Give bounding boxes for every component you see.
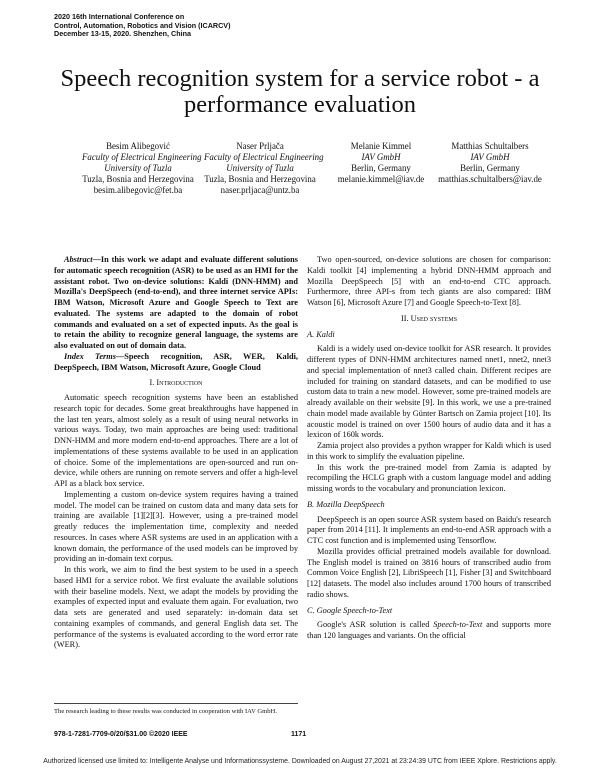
index-terms-text: —Speech recognition, ASR, WER, Kaldi, DeepSpeech, IBM Watson, Microsoft Azure, Google Cloud [54, 351, 298, 372]
author-university: University of Tuzla [104, 163, 172, 173]
author-location: Tuzla, Bosnia and Herzegovina [204, 174, 316, 184]
paragraph: Implementing a custom on-device system requires having a trained model. The model can be trained on custom data and many data sets for training are available [1][2][3]. However, using a pre-trained model greatly reduces the implementation time, complexity and needed resources. In cases where ASR systems are used in an application with a known domain, the performance of the used models can be improved by providing an in-domain text corpus. [54, 489, 298, 564]
author-location: Berlin, Germany [460, 163, 520, 173]
author-email: besim.alibegovic@fet.ba [93, 185, 183, 195]
author-email: naser.prljaca@untz.ba [220, 185, 300, 195]
author-location: Tuzla, Bosnia and Herzegovina [82, 174, 194, 184]
index-terms-label: Index Terms [64, 351, 116, 361]
author-email: melanie.kimmel@iav.de [337, 174, 425, 184]
title-line-1: Speech recognition system for a service robot - a [60, 65, 540, 92]
download-notice: Authorized licensed use limited to: Intelligente Analyse und Informationssysteme. Downloaded on August 27,2021 at 23:24:39 UTC from IEEE Xplore. Restrictions apply. [43, 758, 557, 765]
left-column [54, 255, 298, 651]
author-name: Besim Alibegović [106, 141, 170, 151]
author-name: Naser Prljača [236, 141, 284, 151]
subsection-heading-kaldi: A. Kaldi [307, 329, 335, 339]
conference-line-2: Control, Automation, Robotics and Vision (ICARCV) [54, 20, 231, 30]
author-affiliation: IAV GmbH [470, 152, 510, 162]
abstract [54, 255, 298, 352]
section-heading-introduction: I. Introduction [149, 378, 203, 388]
author-block-1 [82, 141, 202, 196]
conference-line-1: 2020 16th International Conference on [54, 12, 185, 21]
paragraph [307, 620, 551, 642]
subsection-heading-deepspeech: B. Mozilla DeepSpeech [307, 499, 385, 509]
paragraph: Mozilla provides official pretrained models available for download. The English model is trained on 3816 hours of transcribed audio from Common Voice English [2], LibriSpeech [1], Fisher [3] and Switchboard [12] datasets. The model also includes around 1700 hours of transcribed radio shows. [307, 546, 551, 599]
paragraph: Two open-sourced, on-device solutions are chosen for comparison: Kaldi toolkit [4] implementing a hybrid DNN-HMM approach and Mozilla DeepSpeech [5] with an end-to-end CTC approach. Furthermore, three API-s from tech giants are also compared: IBM Watson [6], Microsoft Azure [7] and Google Speech-to-Text [8]. [307, 255, 551, 307]
paragraph: Kaldi is a widely used on-device toolkit for ASR research. It provides different types of DNN-HMM architectures named nnet1, nnet2, nnet3 and special implementation of nnet3 called chain. Different recipes are included for training on standard datasets, and can be modified to use custom data to train a new model. However, some pre-trained models are already available on their website [9]. In this work, we use a pre-trained chain model made available by Günter Bartsch on Zamia project [10]. Its acoustic model is trained on over 1500 hours of audio data and it has a lexicon of 160k words. [307, 344, 551, 440]
author-block-2 [204, 141, 324, 196]
right-column [307, 255, 551, 642]
abstract-text: —In this work we adapt and evaluate different solutions for automatic speech recognition (ASR) to be used as an HMI for the assistant robot. Two on-device solutions: Kaldi (DNN-HMM) and Mozilla's DeepSpeech (end-to-end), and three internet service APIs: IBM Watson, Microsoft Azure and Google Speech to Text are evaluated. The systems are adapted to the domain of robot commands and evaluated on a set of expected inputs. As the goal is to retain the ability to recognize general language, the systems are also evaluated on out of domain data. [54, 255, 298, 350]
paragraph-part: and supports more than 120 languages and variants. On the official [307, 620, 551, 640]
author-name: Matthias Schultalbers [451, 141, 529, 151]
subsection-heading-google: C. Google Speech-to-Text [307, 605, 393, 615]
author-email: matthias.schultalbers@iav.de [438, 174, 542, 184]
product-name: Speech-to-Text [433, 620, 483, 630]
conference-line-3: December 13-15, 2020. Shenzhen, China [54, 29, 192, 39]
author-university: University of Tuzla [226, 163, 294, 173]
paragraph: Zamia project also provides a python wrapper for Kaldi which is used in this work to simplify the evaluation pipeline. [307, 441, 551, 461]
paragraph-part: Google's ASR solution is called [317, 620, 434, 630]
author-block-4 [432, 141, 548, 185]
author-location: Berlin, Germany [351, 163, 411, 173]
paragraph: In this work, we aim to find the best system to be used in a speech based HMI for a service robot. We first evaluate the available solutions with their baseline models. Next, we adapt the models by providing the examples of expected input and evaluate them again. For evaluation, two data sets are generated and used separately: in-domain data set containing examples of commands, and general English data set. The performance of the systems is evaluated according to the word error rate (WER). [54, 565, 298, 650]
paragraph: Automatic speech recognition systems have been an established research topic for decades. Some great breakthroughs have happened in the last ten years, almost solely as a result of using neural networks in various ways. Today, two main approaches are being used: traditional DNN-HMM and more modern end-to-end approaches. There are a lot of implementations of these systems available to be used in an application of choice. Some of the implementations are open-sourced and run on-device, while others are running on remote servers and offer a high-level API as a black box service. [54, 393, 298, 488]
page-number: 1171 [291, 731, 307, 738]
paragraph: In this work the pre-trained model from Zamia is adapted by recompiling the HCLG graph with a custom language model and adding missing words to the vocabulary and pronunciation lexicon. [307, 462, 551, 493]
footnote: The research leading to these results was conducted in cooperation with IAV GmbH. [54, 703, 298, 716]
paragraph: DeepSpeech is an open source ASR system based on Baidu's research paper from 2014 [11]. It implements an end-to-end ASR approach with a CTC cost function and is implemented using Tensorflow. [307, 514, 551, 545]
index-terms [54, 352, 298, 374]
paper-title [40, 66, 560, 118]
section-heading-used-systems: II. Used systems [400, 313, 458, 323]
title-line-2: performance evaluation [184, 91, 416, 118]
author-affiliation: Faculty of Electrical Engineering [82, 152, 202, 162]
author-affiliation: IAV GmbH [361, 152, 401, 162]
author-affiliation: Faculty of Electrical Engineering [204, 152, 324, 162]
author-block-3 [332, 141, 430, 185]
copyright-line: 978-1-7281-7709-0/20/$31.00 ©2020 IEEE [54, 731, 188, 738]
abstract-label: Abstract [64, 255, 93, 264]
conference-header [54, 13, 231, 39]
author-name: Melanie Kimmel [350, 141, 412, 151]
